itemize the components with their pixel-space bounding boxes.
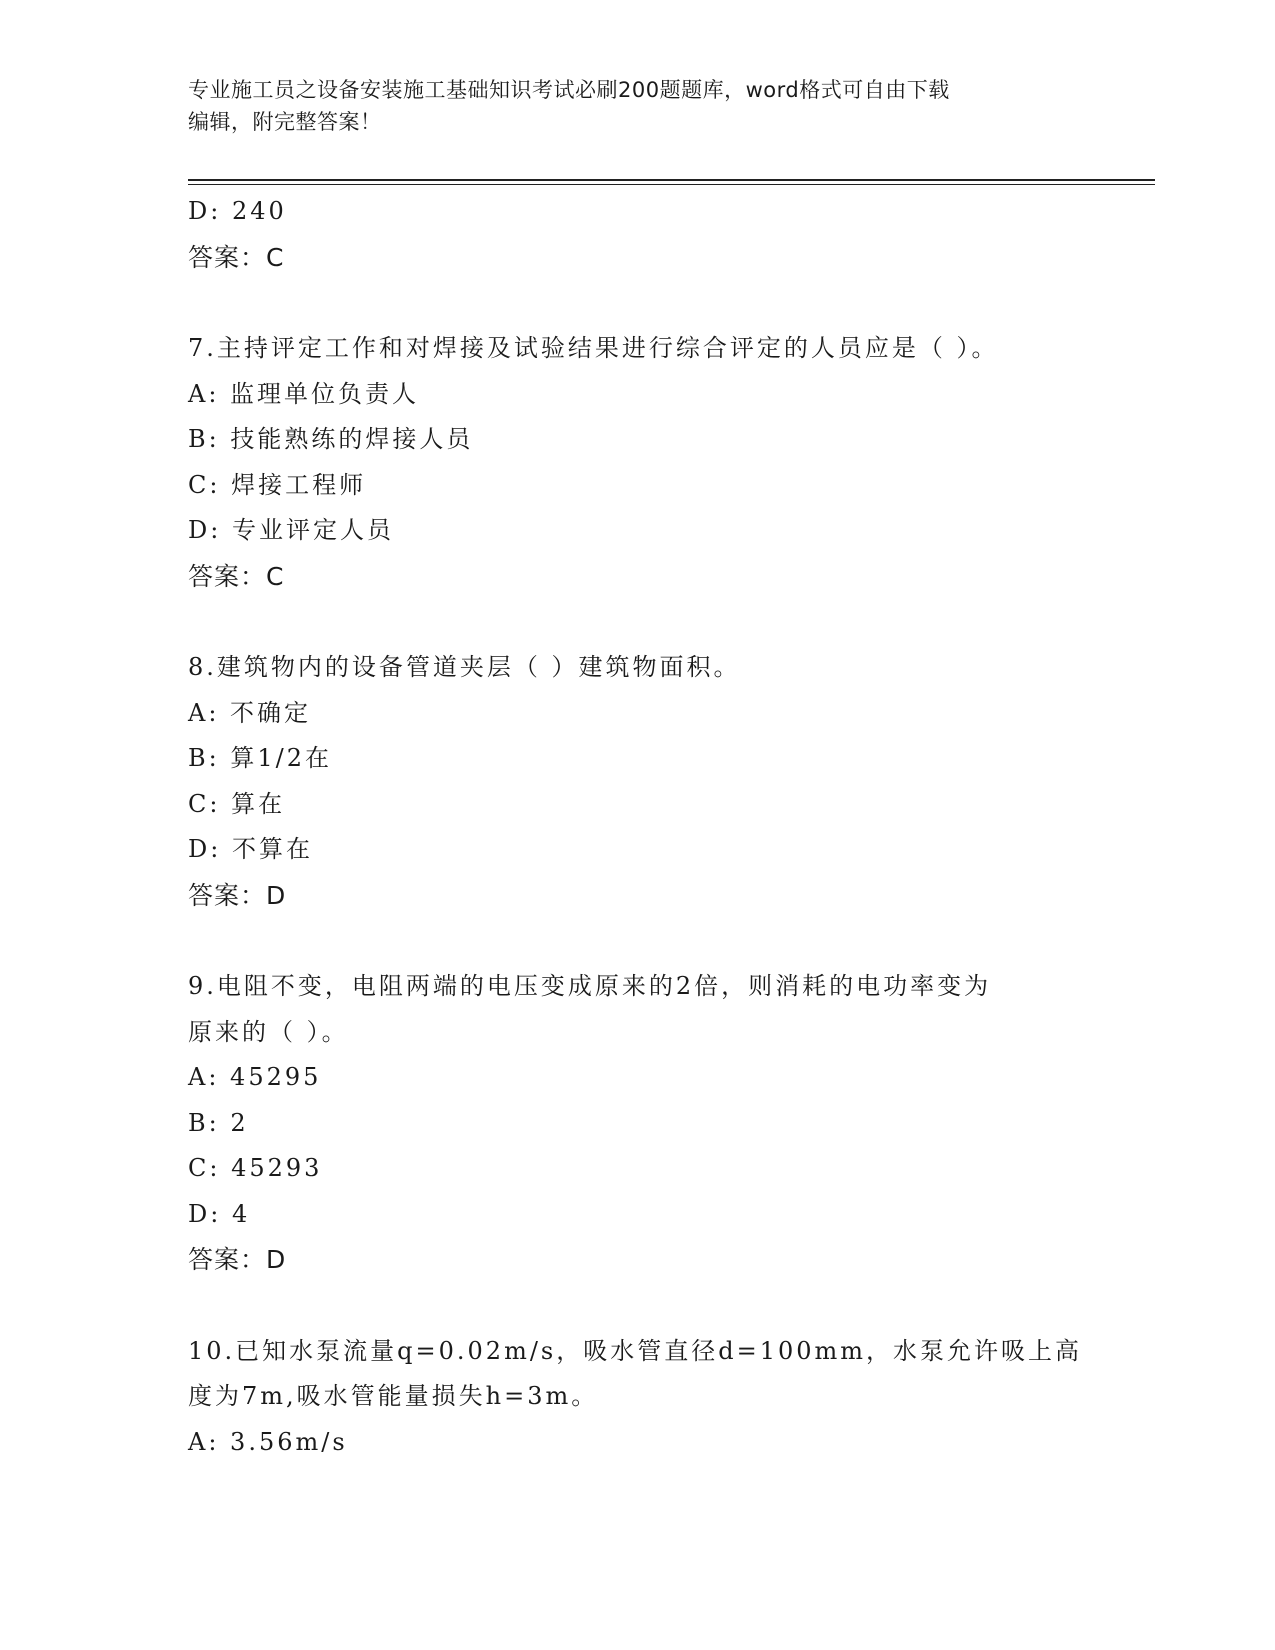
header-divider-thin: [188, 184, 1155, 185]
question-9-stem-line-2: 原来的（ ）。: [188, 1017, 349, 1046]
question-8-option-a: A: 不确定: [188, 698, 312, 727]
question-9-option-a: A: 45295: [188, 1063, 322, 1091]
question-9-option-b: B: 2: [188, 1108, 249, 1137]
question-9-stem-line-1: 9.电阻不变，电阻两端的电压变成原来的2倍，则消耗的电功率变为: [188, 972, 992, 1000]
question-8-answer: 答案：D: [188, 880, 287, 910]
document-body: [188, 189, 1088, 1465]
prev-question-answer: 答案：C: [188, 242, 285, 272]
question-9-answer: 答案：D: [188, 1245, 287, 1274]
question-7-option-a: A: 监理单位负责人: [188, 379, 420, 408]
question-9-option-d: D: 4: [188, 1199, 251, 1228]
question-gap: [188, 599, 1088, 645]
header-title-line-2: 编辑，附完整答案！: [188, 110, 382, 134]
question-8-option-b: B: 算1/2在: [188, 744, 332, 772]
prev-question-option-d: D: 240: [188, 197, 287, 225]
header-title-line-1: 专业施工员之设备安装施工基础知识考试必刷200题题库，word格式可自由下载: [188, 78, 950, 102]
question-8-option-d: D: 不算在: [188, 835, 313, 863]
question-gap: [188, 1283, 1088, 1329]
question-gap: [188, 280, 1088, 326]
question-10-stem-line-1: 10.已知水泵流量q=0.02m/s，吸水管直径d=100mm，水泵允许吸上高: [188, 1336, 1083, 1365]
question-9-option-c: C: 45293: [188, 1154, 323, 1182]
question-7-answer: 答案：C: [188, 561, 285, 591]
question-7-option-d: D: 专业评定人员: [188, 516, 394, 544]
question-10-stem-line-2: 度为7m,吸水管能量损失h=3m。: [188, 1382, 599, 1410]
question-7-option-b: B: 技能熟练的焊接人员: [188, 425, 474, 453]
question-8-stem: 8.建筑物内的设备管道夹层（ ）建筑物面积。: [188, 653, 741, 681]
document-header: [188, 74, 1068, 138]
question-8-option-c: C: 算在: [188, 789, 286, 818]
question-gap: [188, 918, 1088, 964]
question-7-stem: 7.主持评定工作和对焊接及试验结果进行综合评定的人员应是（ ）。: [188, 334, 999, 362]
question-10-option-a: A: 3.56m/s: [188, 1427, 348, 1456]
header-divider-thick: [188, 179, 1155, 181]
question-7-option-c: C: 焊接工程师: [188, 470, 367, 499]
